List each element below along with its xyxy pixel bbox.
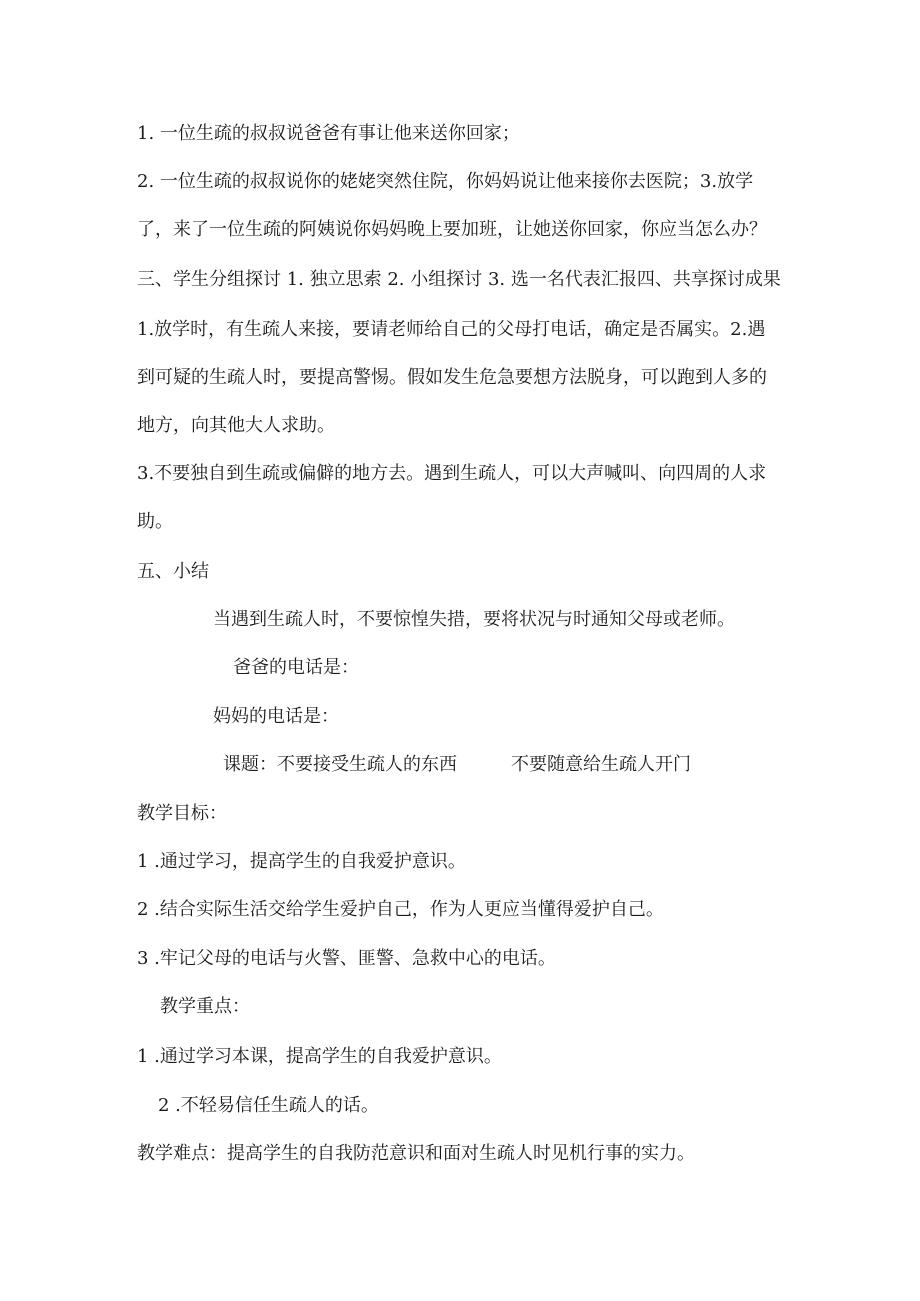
list-item: 1 .通过学习，提高学生的自我爱护意识。 [137, 851, 466, 872]
phone-label-father: 爸爸的电话是： [233, 657, 359, 678]
section-heading: 三、学生分组探讨 1. 独立思索 2. 小组探讨 3. 选一名代表汇报四、共享探讨成果 [137, 269, 781, 290]
paragraph-line: 2. 一位生疏的叔叔说你的姥姥突然住院，你妈妈说让他来接你去医院；3.放学 [137, 171, 754, 192]
paragraph-line: 1. 一位生疏的叔叔说爸爸有事让他来送你回家； [137, 123, 520, 144]
paragraph-line: 了，来了一位生疏的阿姨说你妈妈晚上要加班，让她送你回家，你应当怎么办？ [137, 219, 767, 240]
section-heading: 五、小结 [137, 561, 209, 582]
section-heading: 教学重点： [160, 996, 250, 1017]
paragraph-line: 助。 [137, 511, 173, 532]
list-item: 2 .结合实际生活交给学生爱护自己，作为人更应当懂得爱护自己。 [137, 899, 664, 920]
paragraph-line: 到可疑的生疏人时，要提高警惕。假如发生危急要想方法脱身，可以跑到人多的 [137, 367, 767, 388]
paragraph-line: 3.不要独自到生疏或偏僻的地方去。遇到生疏人，可以大声喊叫、向四周的人求 [137, 463, 767, 484]
lesson-title: 课题：不要接受生疏人的东西 不要随意给生疏人开门 [223, 754, 691, 775]
list-item: 2 .不轻易信任生疏人的话。 [158, 1095, 379, 1116]
section-heading: 教学目标： [137, 803, 227, 824]
list-item: 3 .牢记父母的电话与火警、匪警、急救中心的电话。 [137, 948, 556, 969]
paragraph-line: 教学难点：提高学生的自我防范意识和面对生疏人时见机行事的实力。 [137, 1143, 695, 1164]
paragraph-line: 地方，向其他大人求助。 [137, 415, 335, 436]
phone-label-mother: 妈妈的电话是： [213, 706, 339, 727]
paragraph-line: 当遇到生疏人时，不要惊惶失措，要将状况与时通知父母或老师。 [213, 609, 735, 630]
list-item: 1 .通过学习本课，提高学生的自我爱护意识。 [137, 1046, 502, 1067]
paragraph-line: 1.放学时，有生疏人来接，要请老师给自己的父母打电话，确定是否属实。2.遇 [137, 319, 766, 340]
